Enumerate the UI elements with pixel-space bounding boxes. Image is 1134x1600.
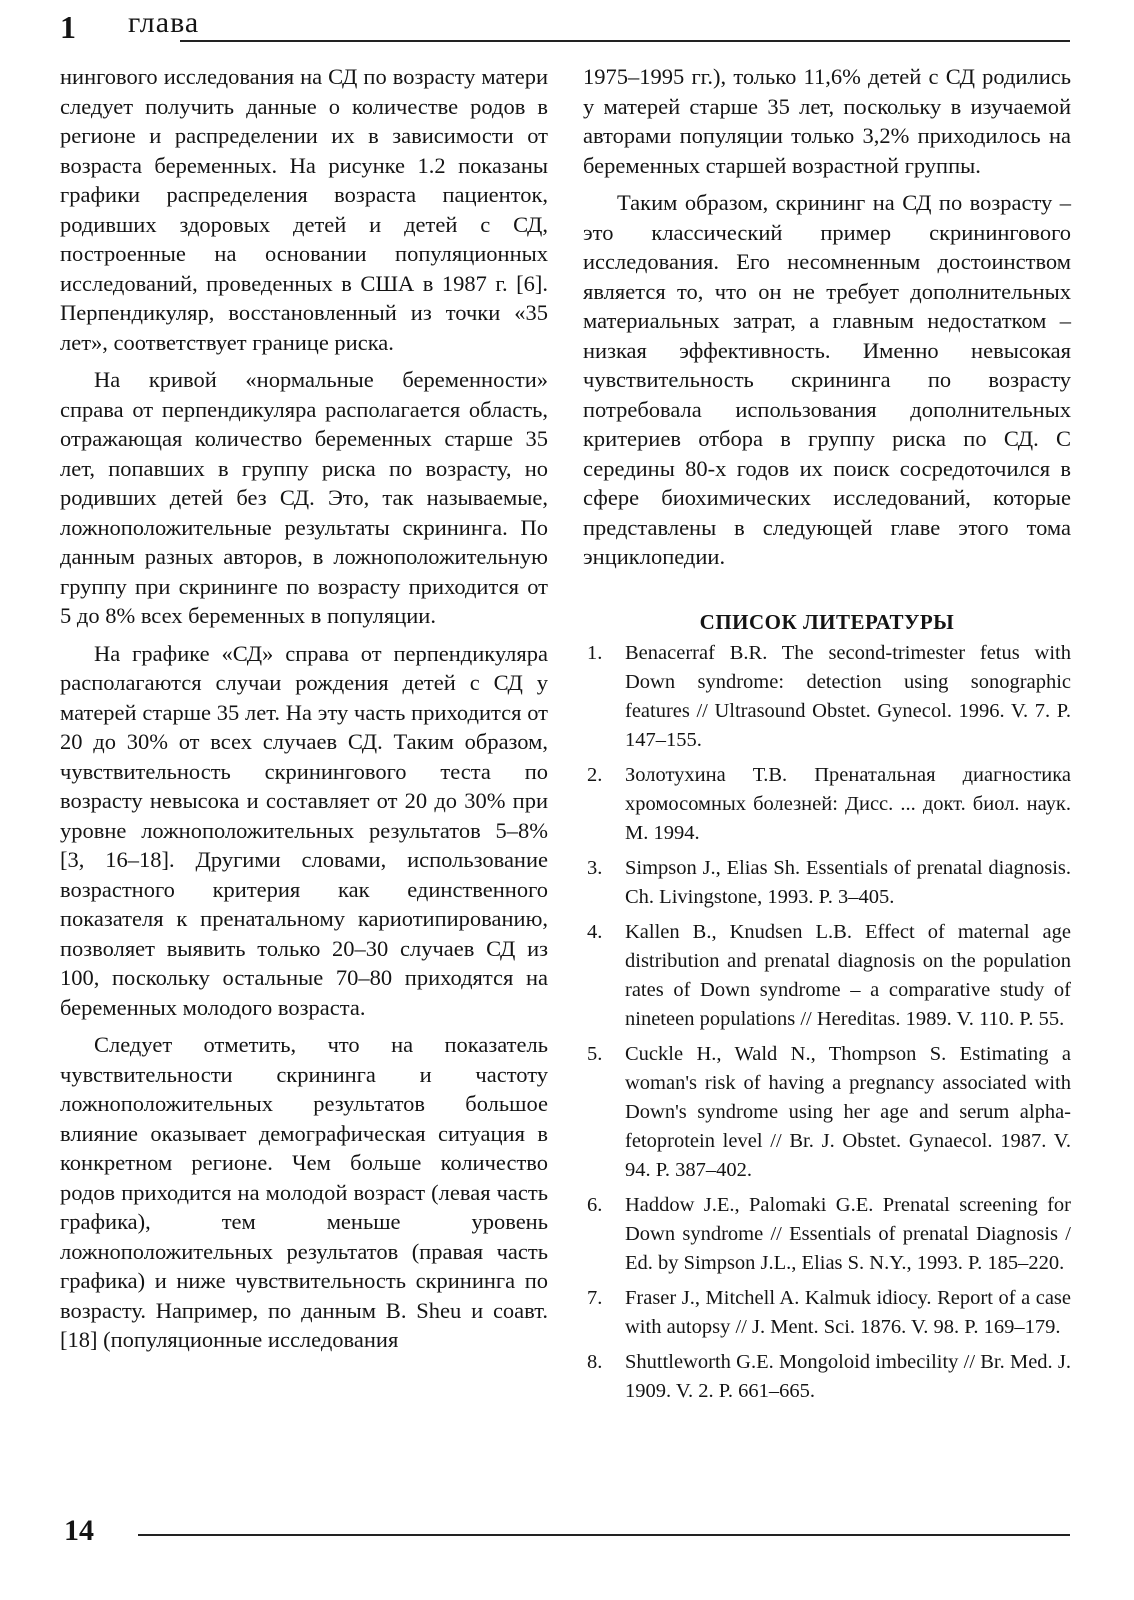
- page-number: 14: [64, 1514, 94, 1547]
- chapter-label: глава: [128, 6, 200, 39]
- reference-item: [583, 1040, 1071, 1185]
- right-column: [583, 62, 1071, 1412]
- paragraph: 1975–1995 гг.), только 11,6% детей с СД родились у матерей старше 35 лет, поскольку в изучаемой авторами популяции только 3,2% приходилось на беременных старшей возрастной группы.: [583, 64, 1071, 178]
- left-column: [60, 62, 548, 1355]
- reference-number: 8.: [587, 1351, 603, 1373]
- reference-item: [583, 1348, 1071, 1406]
- running-header: [60, 6, 1070, 45]
- reference-number: 1.: [587, 642, 603, 664]
- reference-number: 7.: [587, 1287, 603, 1309]
- paragraph: нингового исследования на СД по возрасту матери следует получить данные о количестве родов в регионе и распределении их в зависимости от возраста беременных. На рисунке 1.2 показаны графики распределения возраста пациенток, родивших здоровых детей и детей с СД, построенные на основании популяционных исследований, проведенных в США в 1987 г. [6]. Перпендикуляр, восстановленный из точки «35 лет», соответствует границе риска.: [60, 64, 548, 355]
- reference-number: 5.: [587, 1043, 603, 1065]
- reference-number: 3.: [587, 857, 603, 879]
- reference-item: [583, 1284, 1071, 1342]
- header-rule: [180, 40, 1070, 42]
- reference-item: [583, 854, 1071, 912]
- reference-text: Cuckle H., Wald N., Thompson S. Estimating a woman's risk of having a pregnancy associated with Down's syndrome using her age and serum alpha-fetoprotein level // Br. J. Obstet. Gynaecol. 1987. V. 94. P. 387–402.: [625, 1043, 1071, 1181]
- reference-text: Shuttleworth G.E. Mongoloid imbecility // Br. Med. J. 1909. V. 2. P. 661–665.: [625, 1351, 1071, 1402]
- running-footer: [60, 1510, 1070, 1550]
- chapter-number: 1: [60, 9, 76, 45]
- reference-text: Золотухина Т.В. Пренатальная диагностика хромосомных болезней: Дисс. ... докт. биол. наук. М. 1994.: [625, 764, 1071, 844]
- reference-item: [583, 761, 1071, 848]
- paragraph: Следует отметить, что на показатель чувствительности скрининга и частоту ложноположительных результатов большое влияние оказывает демографическая ситуация в конкретном регионе. Чем больше количество родов приходится на молодой возраст (левая часть графика), тем меньше уровень ложноположительных результатов (правая часть графика) и ниже чувствительность скрининга по возрасту. Например, по данным B. Sheu и соавт. [18] (популяционные исследования: [60, 1032, 548, 1352]
- references-title: СПИСОК ЛИТЕРАТУРЫ: [699, 609, 955, 634]
- reference-number: 6.: [587, 1194, 603, 1216]
- paragraph: На графике «СД» справа от перпендикуляра располагаются случаи рождения детей с СД у матерей старше 35 лет. На эту часть приходится от 20 до 30% от всех случаев СД. Таким образом, чувствительность скринингового теста по возрасту невысока и составляет от 20 до 30% при уровне ложноположительных результатов 5–8% [3, 16–18]. Другими словами, использование возрастного критерия как единственного показателя к пренатальному кариотипированию, позволяет выявить только 20–30 случаев СД из 100, поскольку остальные 70–80 приходятся на беременных молодого возраста.: [60, 640, 548, 1020]
- reference-item: [583, 918, 1071, 1034]
- paragraph: Таким образом, скрининг на СД по возрасту – это классический пример скринингового исследования. Его несомненным достоинством является то, что он не требует дополнительных материальных затрат, а главным недостатком – низкая эффективность. Именно невысокая чувствительность скрининга по возрасту потребовала использования дополнительных критериев отбора в группу риска по СД. С середины 80-х годов их поиск сосредоточился в сфере биохимических исследований, которые представлены в следующей главе этого тома энциклопедии.: [583, 190, 1071, 569]
- footer-rule: [138, 1534, 1070, 1536]
- reference-number: 4.: [587, 921, 603, 943]
- reference-number: 2.: [587, 764, 603, 786]
- reference-text: Fraser J., Mitchell A. Kalmuk idiocy. Report of a case with autopsy // J. Ment. Sci. 1876. V. 98. P. 169–179.: [625, 1287, 1071, 1338]
- reference-item: [583, 1191, 1071, 1278]
- paragraph: На кривой «нормальные беременности» справа от перпендикуляра располагается область, отражающая количество беременных старше 35 лет, попавших в группу риска по возрасту, но родивших детей без СД. Это, так называемые, ложноположительные результаты скрининга. По данным разных авторов, в ложноположительную группу при скрининге по возрасту приходится от 5 до 8% всех беременных в популяции.: [60, 367, 548, 628]
- references-list: [583, 639, 1071, 1406]
- reference-item: [583, 639, 1071, 755]
- reference-text: Simpson J., Elias Sh. Essentials of prenatal diagnosis. Ch. Livingstone, 1993. P. 3–405.: [625, 857, 1071, 908]
- reference-text: Benacerraf B.R. The second-trimester fetus with Down syndrome: detection using sonographic features // Ultrasound Obstet. Gynecol. 1996. V. 7. P. 147–155.: [625, 642, 1071, 751]
- reference-text: Kallen B., Knudsen L.B. Effect of maternal age distribution and prenatal diagnosis on the population rates of Down syndrome – a comparative study of nineteen populations // Hereditas. 1989. V. 110. P. 55.: [625, 921, 1071, 1030]
- reference-text: Haddow J.E., Palomaki G.E. Prenatal screening for Down syndrome // Essentials of prenatal Diagnosis / Ed. by Simpson J.L., Elias S. N.Y., 1993. P. 185–220.: [625, 1194, 1071, 1274]
